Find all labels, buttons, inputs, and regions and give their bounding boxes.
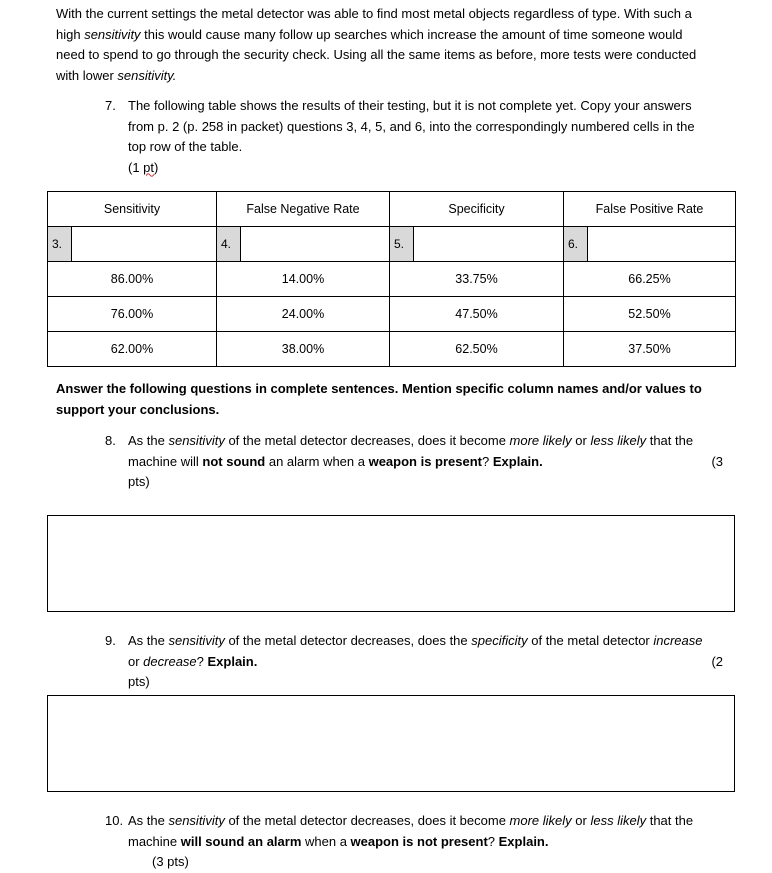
q-emphasis: more likely: [509, 813, 572, 828]
table-row: [48, 262, 736, 297]
answer-cell-3[interactable]: [48, 227, 217, 262]
q-emphasis: more likely: [509, 433, 572, 448]
table-header-row: [48, 192, 736, 227]
q-text: ?: [487, 833, 499, 849]
intro-line-4: [56, 66, 728, 87]
header-sensitivity: Sensitivity: [48, 192, 217, 227]
question-9-points-unit: pts): [128, 674, 150, 689]
q-text: ?: [482, 453, 493, 469]
q-text: As the: [128, 813, 169, 828]
table-cell: 38.00%: [217, 332, 390, 367]
question-8-number: 8.: [105, 433, 116, 448]
points-text: ): [154, 159, 159, 175]
q-text: of the metal detector decreases, does it become: [224, 813, 510, 828]
header-false-negative-rate: False Negative Rate: [217, 192, 390, 227]
q-bold: Explain.: [498, 833, 549, 849]
q-text: that the: [646, 433, 694, 448]
q-emphasis: decrease: [143, 653, 197, 669]
intro-emphasis: sensitivity.: [117, 67, 177, 83]
q-text: of the metal detector: [527, 633, 654, 648]
q-text: of the metal detector decreases, does it become: [224, 433, 510, 448]
cell-tag-4: 4.: [217, 227, 241, 261]
points-unit: pt: [143, 159, 155, 175]
intro-paragraph: [56, 4, 728, 86]
question-8-points-unit: pts): [128, 474, 150, 489]
results-table: [47, 191, 736, 367]
q-text: As the: [128, 633, 169, 648]
question-8-text: [128, 431, 728, 493]
q-bold: Explain.: [207, 653, 258, 669]
q-text: ?: [196, 653, 208, 669]
q-bold: Explain.: [492, 453, 543, 469]
q-text: machine: [128, 833, 181, 849]
table-cell: 62.00%: [48, 332, 217, 367]
q-emphasis: sensitivity: [168, 633, 225, 648]
q-emphasis: less likely: [590, 433, 647, 448]
question-10-line: [128, 811, 728, 832]
table-row: [48, 297, 736, 332]
q-bold: weapon is not present: [350, 833, 488, 849]
table-cell: 47.50%: [390, 297, 564, 332]
answer-cell-5[interactable]: [390, 227, 564, 262]
question-7-line: The following table shows the results of their testing, but it is not complete yet. Copy your answers: [128, 98, 692, 113]
question-10-number: 10.: [105, 813, 124, 828]
table-cell: 66.25%: [564, 262, 736, 297]
q-text: As the: [128, 433, 169, 448]
table-cell: 76.00%: [48, 297, 217, 332]
q-text: of the metal detector decreases, does the: [224, 633, 472, 648]
table-row: [48, 332, 736, 367]
answer-box-9[interactable]: [47, 695, 735, 792]
instructions-line: support your conclusions.: [56, 401, 220, 417]
question-8-line: [128, 431, 728, 452]
q-emphasis: sensitivity: [168, 433, 225, 448]
intro-text: high: [56, 26, 85, 42]
intro-line-1: With the current settings the metal detector was able to find most metal objects regardless of type. With such a: [56, 6, 692, 21]
header-false-positive-rate: False Positive Rate: [564, 192, 736, 227]
question-8-line: [128, 452, 728, 473]
points-text: (1: [128, 159, 144, 175]
question-9-points: (2: [711, 653, 723, 669]
intro-text: with lower: [56, 67, 118, 83]
intro-line-2: [56, 25, 728, 46]
cell-tag-3: 3.: [48, 227, 72, 261]
q-text: an alarm when a: [265, 453, 369, 469]
q-emphasis: increase: [653, 633, 703, 648]
q-emphasis: specificity: [471, 633, 528, 648]
intro-emphasis: sensitivity: [84, 26, 141, 42]
answer-box-8[interactable]: [47, 515, 735, 612]
question-7-points: [128, 158, 728, 179]
instructions-line: Answer the following questions in complete sentences. Mention specific column names and/or values to: [56, 381, 702, 396]
intro-text: this would cause many follow up searches which increase the amount of time someone would: [140, 26, 683, 42]
question-7-number: 7.: [105, 98, 116, 113]
table-cell: 24.00%: [217, 297, 390, 332]
table-cell: 33.75%: [390, 262, 564, 297]
question-10-line: [128, 832, 728, 853]
question-10-points: (3 pts): [152, 854, 189, 869]
table-cell: 37.50%: [564, 332, 736, 367]
table-cell: 52.50%: [564, 297, 736, 332]
intro-line-3: need to spend to go through the security check. Using all the same items as before, more tests were conducted: [56, 47, 697, 62]
cell-tag-6: 6.: [564, 227, 588, 261]
question-9-line: [128, 631, 728, 652]
q-text: machine will: [128, 453, 203, 469]
table-cell: 14.00%: [217, 262, 390, 297]
q-emphasis: less likely: [590, 813, 647, 828]
answer-cell-6[interactable]: [564, 227, 736, 262]
table-answer-row: [48, 227, 736, 262]
question-9-line: [128, 652, 728, 673]
q-emphasis: sensitivity: [168, 813, 225, 828]
question-7-line: top row of the table.: [128, 139, 243, 154]
q-text: when a: [301, 833, 351, 849]
table-cell: 86.00%: [48, 262, 217, 297]
q-bold: will sound an alarm: [180, 833, 302, 849]
q-text: or: [571, 813, 591, 828]
question-9-text: [128, 631, 728, 693]
question-9-number: 9.: [105, 633, 116, 648]
question-7-line: from p. 2 (p. 258 in packet) questions 3, 4, 5, and 6, into the correspondingly numbered cells in the: [128, 118, 695, 134]
q-text: or: [128, 653, 144, 669]
header-specificity: Specificity: [390, 192, 564, 227]
answer-instructions: [56, 379, 728, 420]
table-cell: 62.50%: [390, 332, 564, 367]
question-7-text: [128, 96, 728, 178]
answer-cell-4[interactable]: [217, 227, 390, 262]
q-bold: not sound: [202, 453, 266, 469]
q-text: that the: [646, 813, 694, 828]
cell-tag-5: 5.: [390, 227, 414, 261]
question-8-points: (3: [711, 453, 723, 469]
q-text: or: [571, 433, 591, 448]
q-bold: weapon is present: [368, 453, 483, 469]
question-10-text: [128, 811, 728, 873]
